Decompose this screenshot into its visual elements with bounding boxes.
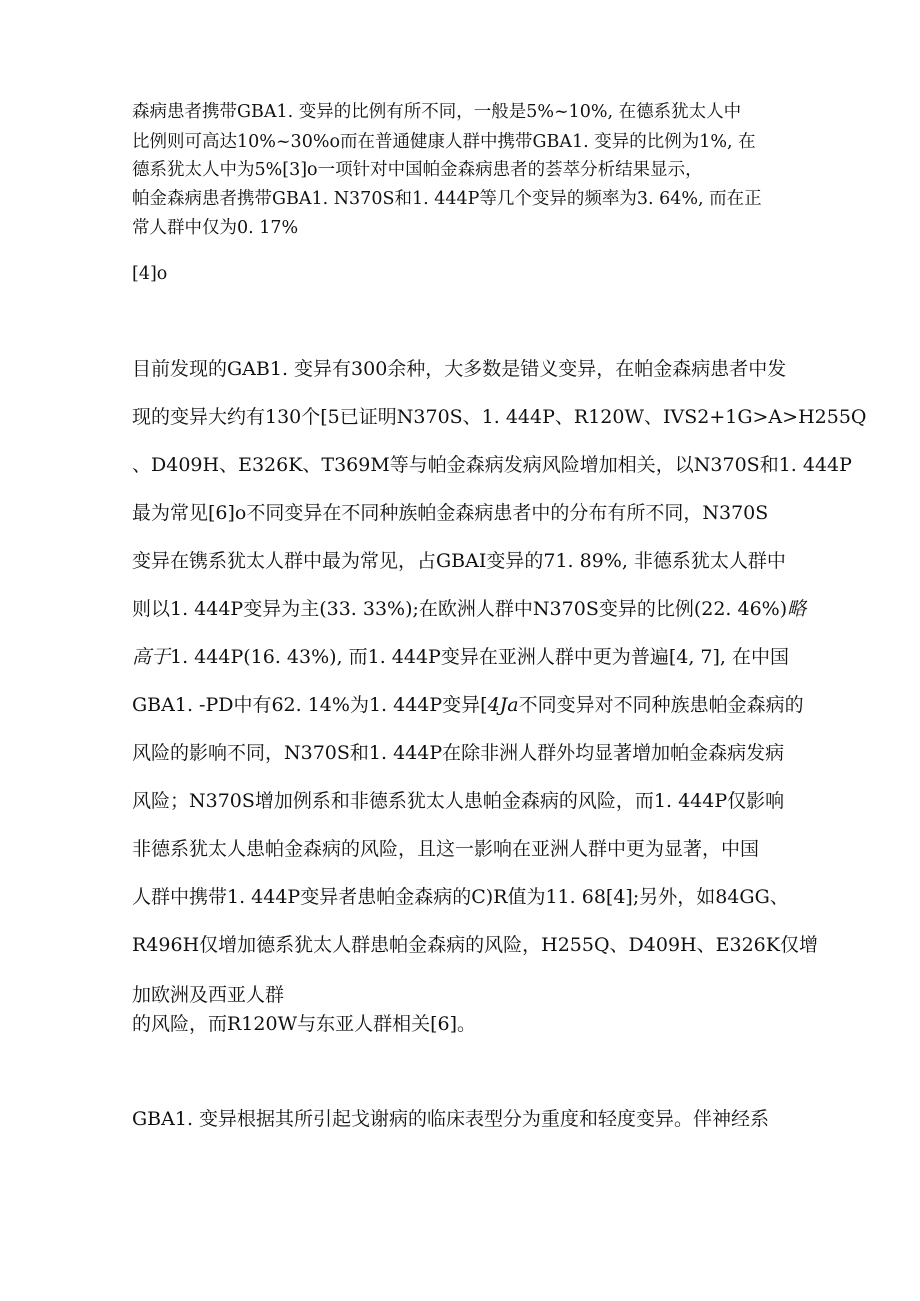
text-line: 的风险，而R120W与东亚人群相关[6]。 [132, 1013, 477, 1035]
text-line [132, 645, 789, 669]
text-line: R496H仅增加德系犹太人群患帕金森病的风险，H255Q、D409H、E326K仅增 [132, 934, 818, 956]
text-line: 非德系犹太人患帕金森病的风险，且这一影响在亚洲人群中更为显著，中国 [132, 838, 760, 860]
text-line: 最为常见[6]o不同变异在不同种族帕金森病患者中的分布有所不同，N370S [132, 502, 769, 524]
text-line: 现的变异大约有130个[5已证明N370S、1. 444P、R120W、IVS2+1G>A>H255Q [132, 406, 867, 428]
text-line: 帕金森病患者携带GBA1. N370S和1. 444P等几个变异的频率为3. 64%, 而在正 [132, 189, 762, 209]
text-line: 风险的影响不同，N370S和1. 444P在除非洲人群外均显著增加帕金森病发病 [132, 742, 785, 764]
text-line: GBA1. 变异根据其所引起戈谢病的临床表型分为重度和轻度变异。伴神经系 [132, 1108, 770, 1130]
italic-text: 略 [787, 598, 807, 620]
text-line: 比例则可高达10%~30%o而在普通健康人群中携带GBA1. 变异的比例为1%, 在 [132, 132, 756, 152]
citation-line: [4]o [132, 264, 168, 284]
text-segment: 则以1. 444P变异为主(33. 33%);在欧洲人群中N370S变异的比例(22. 46%) [132, 598, 788, 620]
text-line: 人群中携带1. 444P变异者患帕金森病的C)R值为11. 68[4];另外，如84GG、 [132, 886, 789, 908]
italic-text: 4Ja [487, 694, 519, 716]
text-segment: 不同变异对不同种族患帕金森病的 [518, 694, 804, 716]
text-line: 目前发现的GAB1. 变异有300余种，大多数是错义变异，在帕金森病患者中发 [132, 358, 787, 380]
text-line: 常人群中仅为0. 17% [132, 218, 299, 238]
text-line [132, 693, 804, 717]
text-line: 德系犹太人中为5%[3]o一项针对中国帕金森病患者的荟萃分析结果显示， [132, 160, 703, 180]
text-line: 、D409H、E326K、T369M等与帕金森病发病风险增加相关，以N370S和1. 444P [132, 454, 852, 476]
text-line: 变异在镌系犹太人群中最为常见，占GBAI变异的71. 89%, 非德系犹太人群中 [132, 550, 786, 572]
text-segment: 1. 444P(16. 43%), 而1. 444P变异在亚洲人群中更为普遍[4, 7], 在中国 [170, 646, 790, 668]
italic-text: 高于 [132, 646, 171, 668]
text-line [132, 597, 806, 621]
text-line: 森病患者携带GBA1. 变异的比例有所不同，一般是5%~10%, 在德系犹太人中 [132, 102, 742, 122]
text-line: 加欧洲及西亚人群 [132, 984, 285, 1006]
text-segment: GBA1. -PD中有62. 14%为1. 444P变异[ [132, 694, 488, 716]
text-line: 风险；N370S增加例系和非德系犹太人患帕金森病的风险，而1. 444P仅影响 [132, 790, 785, 812]
